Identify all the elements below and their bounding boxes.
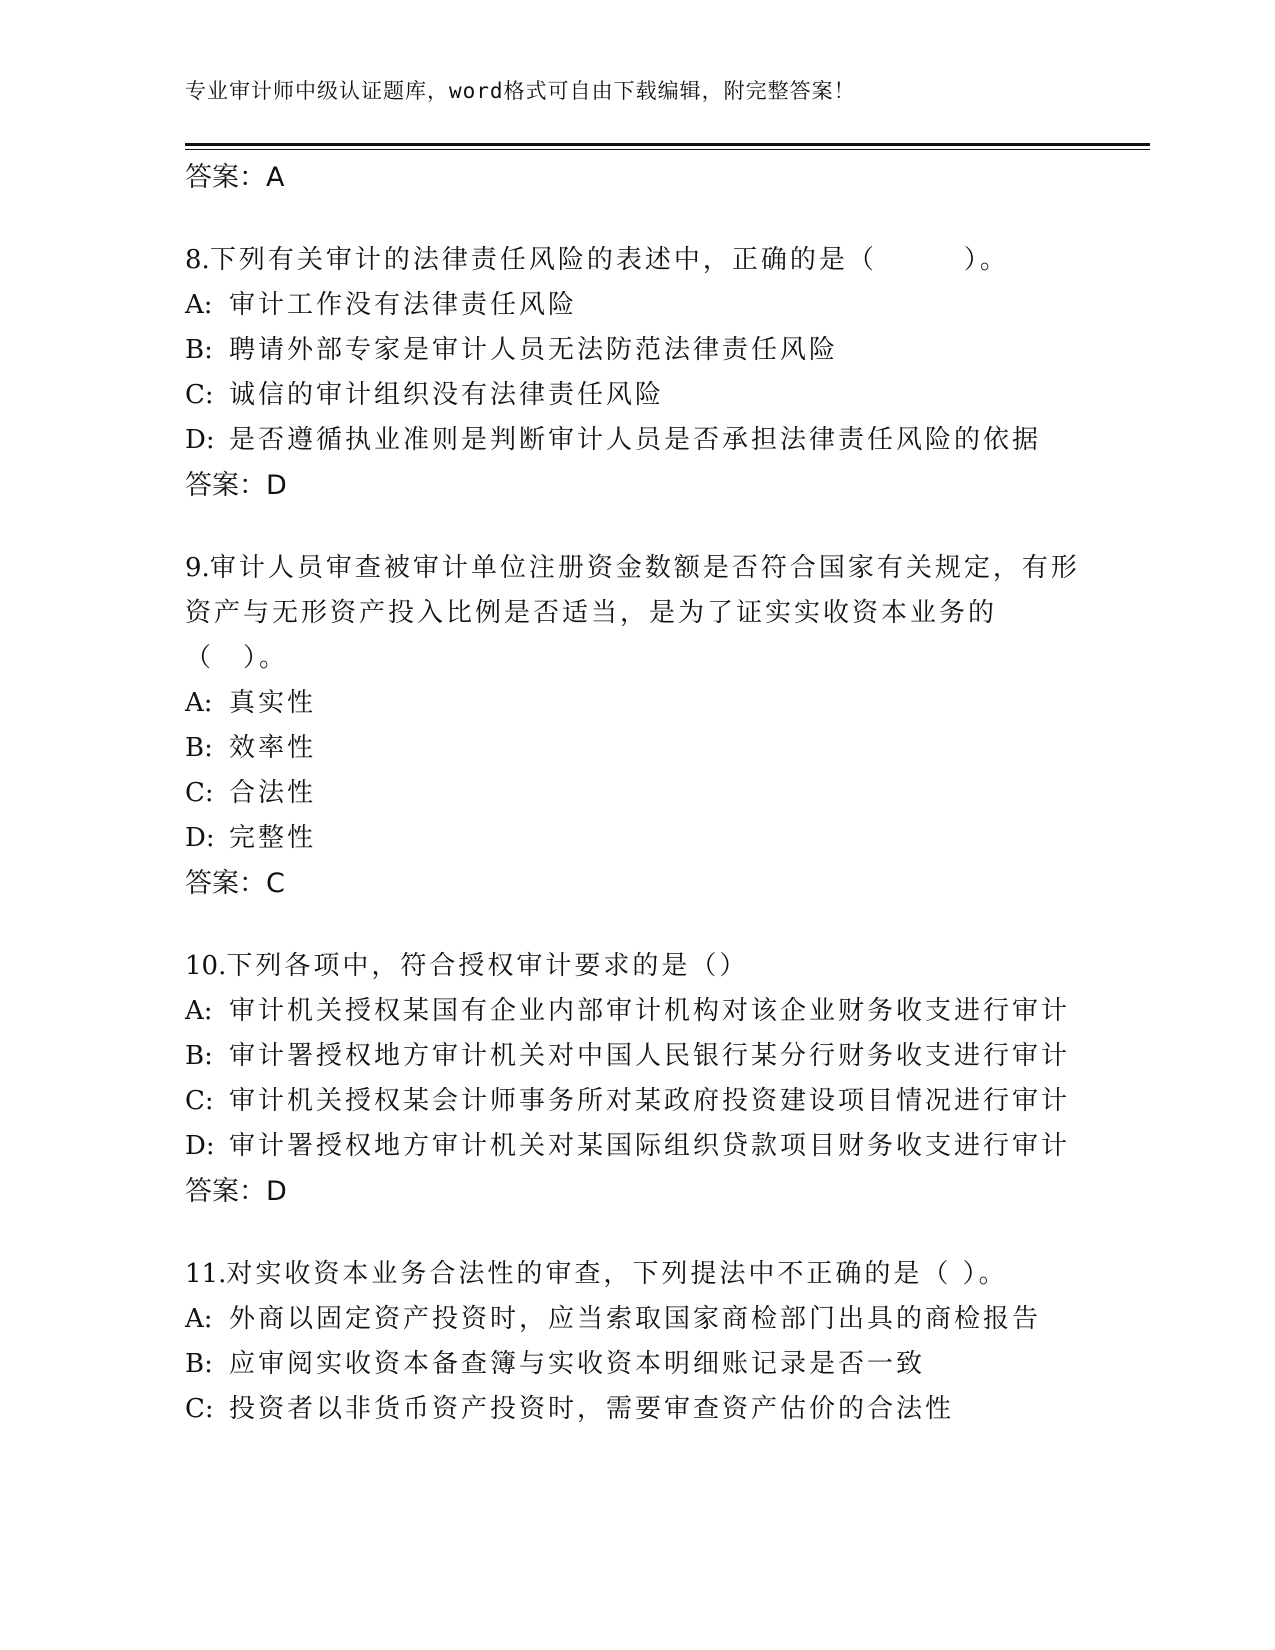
answer-line: 答案：A: [185, 162, 285, 193]
option-letter: A:: [185, 290, 213, 320]
option-text: 审计机关授权某国有企业内部审计机构对该企业财务收支进行审计: [229, 996, 1071, 1026]
question-text: 审计人员审查被审计单位注册资金数额是否符合国家有关规定，有形资产与无形资产投入比例是否适当，是为了证实实收资本业务的（ ）。: [185, 553, 1080, 673]
option-text: 外商以固定资产投资时，应当索取国家商检部门出具的商检报告: [229, 1304, 1042, 1334]
option-text: 合法性: [229, 778, 317, 808]
question-number: 11.: [185, 1259, 227, 1289]
option-text: 完整性: [229, 823, 317, 853]
option-a: [185, 1297, 1085, 1342]
question-content: [185, 155, 1085, 1432]
option-b: [185, 328, 1085, 373]
option-c: [185, 1079, 1085, 1124]
page-header: 专业审计师中级认证题库，word格式可自由下载编辑，附完整答案！: [185, 79, 856, 103]
question-stem: [185, 238, 1085, 283]
option-text: 审计署授权地方审计机关对中国人民银行某分行财务收支进行审计: [229, 1041, 1071, 1071]
option-c: [185, 771, 1085, 816]
answer-line: 答案：C: [185, 868, 285, 899]
question-text: 对实收资本业务合法性的审查，下列提法中不正确的是（ ）。: [226, 1259, 1008, 1289]
option-a: [185, 283, 1085, 328]
option-letter: B:: [185, 1349, 213, 1379]
option-text: 诚信的审计组织没有法律责任风险: [229, 380, 665, 410]
option-b: [185, 726, 1085, 771]
question-11: [185, 1252, 1085, 1432]
option-letter: C:: [185, 1086, 214, 1116]
option-text: 审计机关授权某会计师事务所对某政府投资建设项目情况进行审计: [229, 1086, 1071, 1116]
option-c: [185, 373, 1085, 418]
option-d: [185, 418, 1085, 463]
spacer: [185, 200, 1085, 238]
option-letter: C:: [185, 380, 214, 410]
question-stem: [185, 546, 1085, 681]
option-letter: A:: [185, 1304, 213, 1334]
option-text: 审计工作没有法律责任风险: [229, 290, 578, 320]
header-rule-thin: [185, 149, 1150, 150]
option-a: [185, 681, 1085, 726]
option-b: [185, 1034, 1085, 1079]
option-letter: D:: [185, 1131, 215, 1161]
question-number: 9.: [185, 553, 210, 583]
option-letter: D:: [185, 823, 215, 853]
option-text: 投资者以非货币资产投资时，需要审查资产估价的合法性: [229, 1394, 955, 1424]
question-8: [185, 238, 1085, 508]
question-text: 下列各项中，符合授权审计要求的是（）: [226, 951, 749, 981]
option-d: [185, 816, 1085, 861]
spacer: [185, 906, 1085, 944]
question-10: [185, 944, 1085, 1214]
answer-line: 答案：D: [185, 470, 287, 501]
question-stem: [185, 1252, 1085, 1297]
answer-line: 答案：D: [185, 1176, 287, 1207]
option-letter: B:: [185, 335, 213, 365]
option-b: [185, 1342, 1085, 1387]
option-c: [185, 1387, 1085, 1432]
question-stem: [185, 944, 1085, 989]
spacer: [185, 1214, 1085, 1252]
option-letter: B:: [185, 1041, 213, 1071]
header-rule-thick: [185, 143, 1150, 146]
option-letter: A:: [185, 688, 213, 718]
option-letter: B:: [185, 733, 213, 763]
option-d: [185, 1124, 1085, 1169]
option-text: 审计署授权地方审计机关对某国际组织贷款项目财务收支进行审计: [229, 1131, 1071, 1161]
option-text: 效率性: [229, 733, 317, 763]
question-number: 8.: [185, 245, 210, 275]
option-letter: C:: [185, 1394, 214, 1424]
option-letter: D:: [185, 425, 215, 455]
option-a: [185, 989, 1085, 1034]
option-text: 聘请外部专家是审计人员无法防范法律责任风险: [229, 335, 839, 365]
spacer: [185, 508, 1085, 546]
option-text: 应审阅实收资本备查簿与实收资本明细账记录是否一致: [229, 1349, 926, 1379]
option-text: 是否遵循执业准则是判断审计人员是否承担法律责任风险的依据: [229, 425, 1042, 455]
option-text: 真实性: [229, 688, 317, 718]
question-number: 10.: [185, 951, 227, 981]
question-text: 下列有关审计的法律责任风险的表述中，正确的是（ ）。: [209, 245, 1009, 275]
option-letter: C:: [185, 778, 214, 808]
option-letter: A:: [185, 996, 213, 1026]
question-9: [185, 546, 1085, 906]
